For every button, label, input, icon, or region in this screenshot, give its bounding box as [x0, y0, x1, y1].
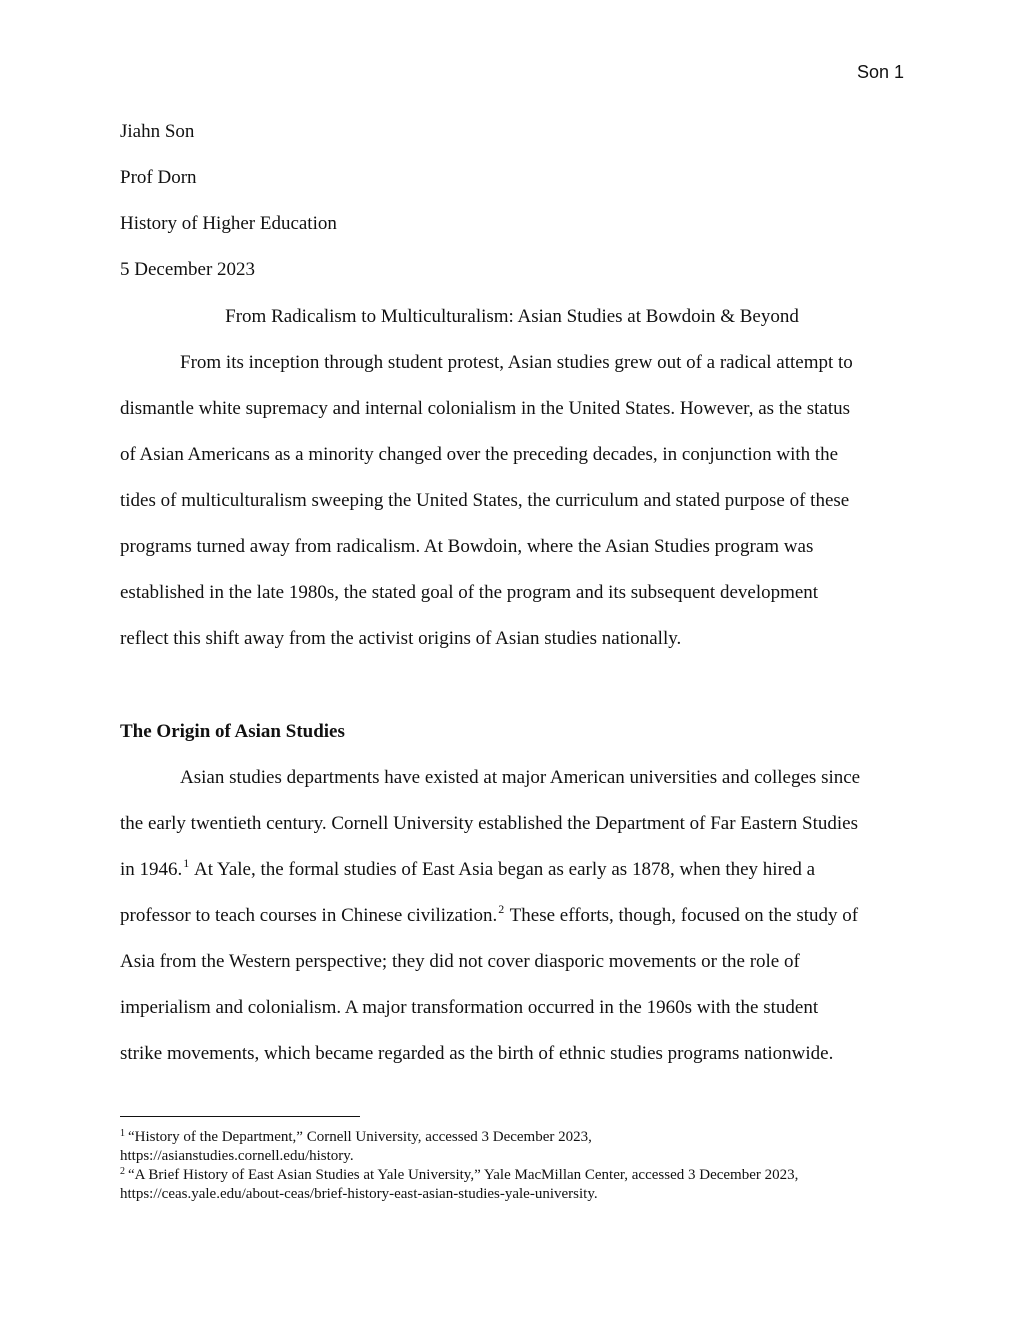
section-line: the early twentieth century. Cornell University established the Department of Far Eastern Studies: [120, 813, 858, 834]
intro-line: programs turned away from radicalism. At Bowdoin, where the Asian Studies program was: [120, 536, 814, 557]
footnote-2-text: “A Brief History of East Asian Studies at Yale University,” Yale MacMillan Center, accessed 3 December 2023,: [128, 1167, 799, 1183]
page-number: Son 1: [856, 62, 904, 82]
section-line-text: professor to teach courses in Chinese civilization.: [120, 905, 498, 926]
section-heading: The Origin of Asian Studies: [120, 721, 345, 742]
intro-line: established in the late 1980s, the stated goal of the program and its subsequent development: [120, 582, 819, 603]
footnote-2-url[interactable]: https://ceas.yale.edu/about-ceas/brief-history-east-asian-studies-yale-university.: [120, 1186, 598, 1202]
professor-name: Prof Dorn: [120, 167, 197, 188]
section-line: Asia from the Western perspective; they did not cover diasporic movements or the role of: [120, 951, 800, 972]
footnote-ref-1[interactable]: 1: [183, 856, 190, 870]
section-line-text: in 1946.: [120, 859, 183, 880]
section-line: strike movements, which became regarded as the birth of ethnic studies programs nationwide.: [120, 1043, 834, 1064]
section-line: [120, 902, 859, 928]
section-line-text: At Yale, the formal studies of East Asia began as early as 1878, when they hired a: [190, 859, 816, 880]
footnote-ref-2[interactable]: 2: [498, 902, 505, 916]
intro-line: reflect this shift away from the activist origins of Asian studies nationally.: [120, 628, 682, 649]
footnote-1-text: “History of the Department,” Cornell University, accessed 3 December 2023,: [128, 1129, 592, 1145]
section-line: Asian studies departments have existed at major American universities and colleges since: [180, 767, 861, 788]
footnote-divider: [120, 1116, 360, 1117]
footnote-1: [120, 1128, 592, 1148]
author-name: Jiahn Son: [120, 121, 195, 142]
paper-title: From Radicalism to Multiculturalism: Asian Studies at Bowdoin & Beyond: [225, 306, 799, 327]
footnote-2: [120, 1166, 798, 1186]
paper-date: 5 December 2023: [120, 259, 256, 280]
section-line: imperialism and colonialism. A major transformation occurred in the 1960s with the student: [120, 997, 819, 1018]
course-name: History of Higher Education: [120, 213, 337, 234]
footnote-2-number: 2: [120, 1166, 125, 1177]
intro-line: of Asian Americans as a minority changed over the preceding decades, in conjunction with the: [120, 444, 839, 465]
intro-line: dismantle white supremacy and internal colonialism in the United States. However, as the status: [120, 398, 851, 419]
section-line-text: These efforts, though, focused on the study of: [505, 905, 859, 926]
intro-line: tides of multiculturalism sweeping the United States, the curriculum and stated purpose of these: [120, 490, 850, 511]
section-line: [120, 856, 816, 882]
footnote-1-number: 1: [120, 1128, 125, 1139]
intro-line: From its inception through student protest, Asian studies grew out of a radical attempt to: [180, 352, 853, 373]
footnote-1-url[interactable]: https://asianstudies.cornell.edu/history.: [120, 1148, 354, 1164]
